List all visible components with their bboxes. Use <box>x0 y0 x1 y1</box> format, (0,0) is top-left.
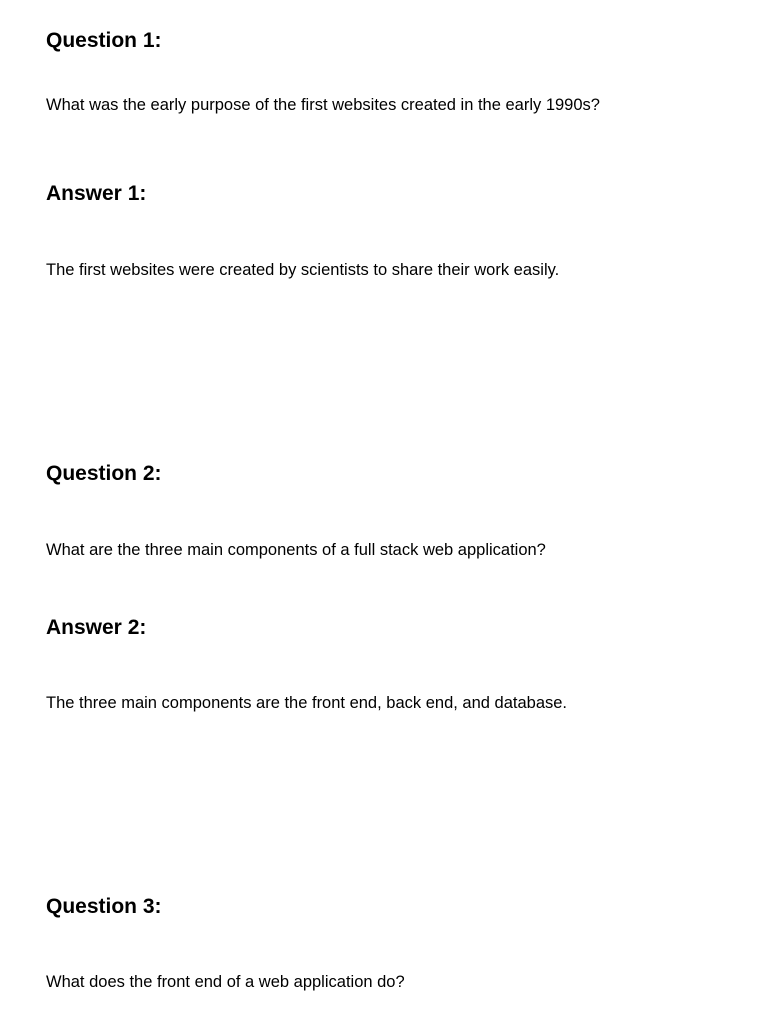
question-3-heading: Question 3: <box>46 895 162 918</box>
answer-1-heading: Answer 1: <box>46 182 147 205</box>
answer-2-heading: Answer 2: <box>46 616 147 639</box>
question-1-heading: Question 1: <box>46 29 162 52</box>
question-1-text: What was the early purpose of the first websites created in the early 1990s? <box>46 96 600 114</box>
answer-2-text: The three main components are the front end, back end, and database. <box>46 694 568 712</box>
question-2-text: What are the three main components of a full stack web application? <box>46 541 546 559</box>
question-2-heading: Question 2: <box>46 462 162 485</box>
question-3-text: What does the front end of a web application do? <box>46 973 405 991</box>
answer-1-text: The first websites were created by scientists to share their work easily. <box>46 261 560 279</box>
